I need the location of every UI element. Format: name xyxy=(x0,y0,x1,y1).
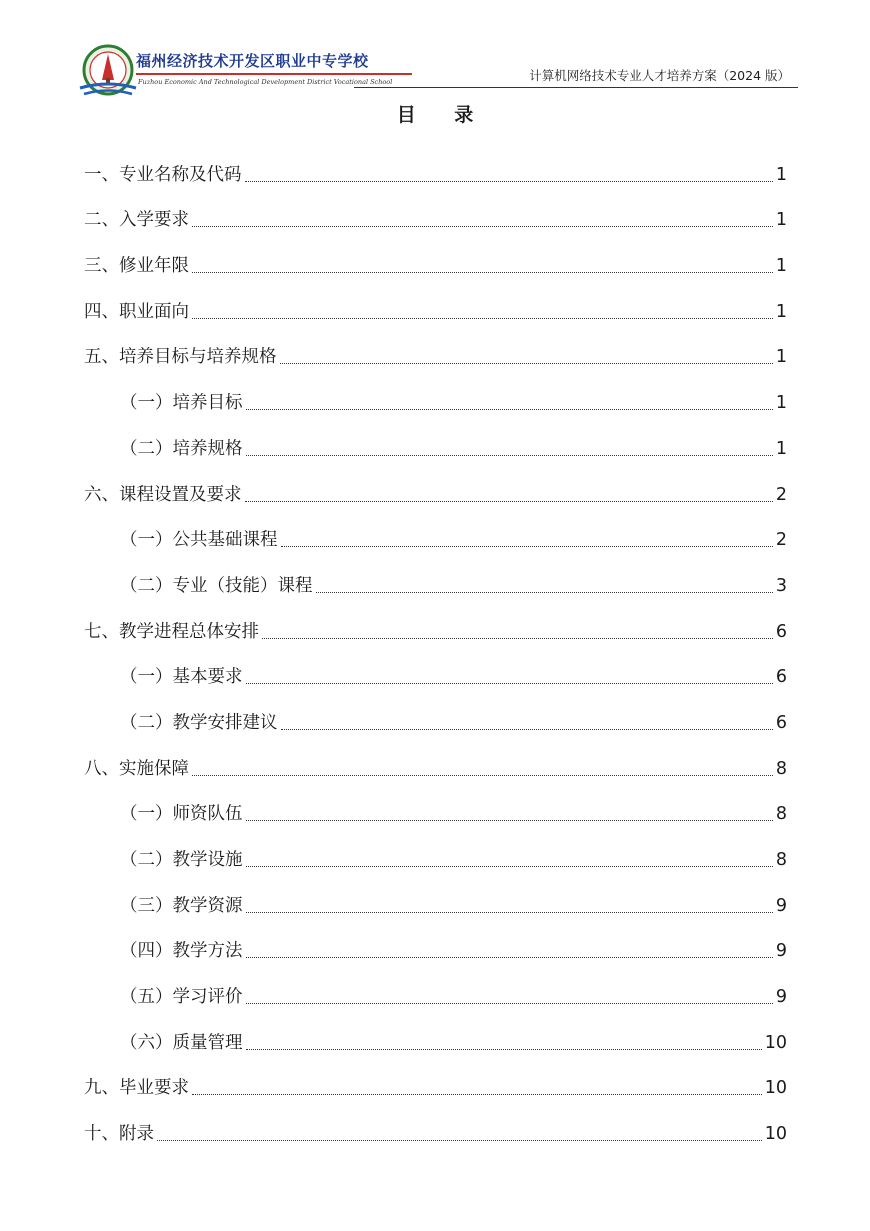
toc-entry[interactable] xyxy=(84,462,787,508)
toc-entry-page: 9 xyxy=(775,895,787,916)
toc-dot-leader xyxy=(246,1048,762,1050)
toc-entry[interactable] xyxy=(84,188,787,234)
toc-entry[interactable] xyxy=(84,690,787,736)
toc-entry-page: 8 xyxy=(775,850,787,870)
toc-dot-leader xyxy=(246,865,773,867)
toc-dot-leader xyxy=(262,637,773,639)
toc-entry-page: 10 xyxy=(764,1032,787,1053)
toc-entry-page: 8 xyxy=(775,804,787,825)
toc-entry[interactable] xyxy=(84,599,787,645)
toc-dot-leader xyxy=(157,1139,762,1141)
toc-entry[interactable] xyxy=(84,1056,787,1102)
toc-entry-label: 四、职业面向 xyxy=(84,301,189,322)
toc-dot-leader xyxy=(192,271,773,273)
toc-entry-label: 七、教学进程总体安排 xyxy=(84,621,259,642)
toc-entry-label: （四）教学方法 xyxy=(120,941,243,962)
toc-entry[interactable] xyxy=(84,416,787,462)
toc-dot-leader xyxy=(281,728,773,730)
school-name-divider xyxy=(136,73,412,75)
toc-entry-page: 1 xyxy=(775,301,787,322)
toc-dot-leader xyxy=(246,408,773,410)
toc-entry-label: 八、实施保障 xyxy=(84,758,189,779)
toc-entry-page: 10 xyxy=(764,1124,787,1145)
toc-entry[interactable] xyxy=(84,964,787,1010)
toc-entry-label: （一）培养目标 xyxy=(120,393,243,414)
toc-entry[interactable] xyxy=(84,325,787,371)
toc-entry-label: （二）教学安排建议 xyxy=(120,712,278,733)
toc-entry-page: 1 xyxy=(775,210,787,231)
toc-dot-leader xyxy=(246,819,773,821)
toc-entry-label: （二）培养规格 xyxy=(120,438,243,459)
toc-entry-label: （五）学习评价 xyxy=(120,987,243,1008)
toc-entry[interactable] xyxy=(84,782,787,828)
toc-dot-leader xyxy=(245,180,773,182)
table-of-contents xyxy=(84,142,787,1147)
toc-dot-leader xyxy=(316,591,773,593)
toc-dot-leader xyxy=(192,317,773,319)
toc-entry[interactable] xyxy=(84,142,787,188)
toc-dot-leader xyxy=(192,774,773,776)
toc-entry-page: 1 xyxy=(775,256,787,277)
toc-dot-leader xyxy=(280,362,773,364)
toc-title: 目 录 xyxy=(396,104,490,126)
toc-entry-page: 9 xyxy=(775,987,787,1008)
toc-entry-page: 6 xyxy=(775,712,787,733)
toc-entry[interactable] xyxy=(84,508,787,554)
toc-entry-page: 1 xyxy=(775,347,787,368)
toc-entry-page: 9 xyxy=(775,941,787,962)
toc-entry-label: （六）质量管理 xyxy=(120,1032,243,1053)
toc-entry-label: 五、培养目标与培养规格 xyxy=(84,347,277,368)
school-name-en: Fuzhou Economic And Technological Development District Vocational School xyxy=(138,78,393,86)
document-title: 计算机网络技术专业人才培养方案（2024 版） xyxy=(529,68,790,83)
toc-entry-label: （三）教学资源 xyxy=(120,895,243,916)
header-divider xyxy=(354,87,798,88)
toc-entry-page: 3 xyxy=(775,575,787,596)
toc-entry-label: （一）基本要求 xyxy=(120,667,243,688)
toc-entry-label: （二）教学设施 xyxy=(120,850,243,870)
toc-entry-page: 10 xyxy=(764,1078,787,1099)
toc-entry-page: 6 xyxy=(775,621,787,642)
page-header xyxy=(74,40,798,100)
toc-entry-label: （一）师资队伍 xyxy=(120,804,243,825)
toc-entry[interactable] xyxy=(84,827,787,873)
toc-entry-page: 2 xyxy=(775,484,787,505)
toc-entry-page: 1 xyxy=(775,164,787,185)
toc-entry-page: 6 xyxy=(775,667,787,688)
toc-entry[interactable] xyxy=(84,233,787,279)
toc-entry-label: 十、附录 xyxy=(84,1124,154,1145)
toc-entry-label: 二、入学要求 xyxy=(84,210,189,231)
toc-entry[interactable] xyxy=(84,370,787,416)
toc-entry-label: 三、修业年限 xyxy=(84,256,189,277)
toc-dot-leader xyxy=(246,1002,773,1004)
toc-dot-leader xyxy=(246,911,773,913)
school-name-cn: 福州经济技术开发区职业中专学校 xyxy=(136,52,369,70)
toc-entry-label: 六、课程设置及要求 xyxy=(84,484,242,505)
school-emblem-icon xyxy=(76,44,140,100)
toc-entry[interactable] xyxy=(84,279,787,325)
toc-entry[interactable] xyxy=(84,873,787,919)
toc-dot-leader xyxy=(246,454,773,456)
toc-entry[interactable] xyxy=(84,1101,787,1147)
toc-entry[interactable] xyxy=(84,736,787,782)
toc-dot-leader xyxy=(246,682,773,684)
toc-entry-page: 8 xyxy=(775,758,787,779)
toc-entry-label: （一）公共基础课程 xyxy=(120,530,278,551)
toc-dot-leader xyxy=(245,500,773,502)
toc-dot-leader xyxy=(192,225,773,227)
toc-entry-label: 一、专业名称及代码 xyxy=(84,164,242,185)
toc-dot-leader xyxy=(246,956,773,958)
toc-entry-label: 九、毕业要求 xyxy=(84,1078,189,1099)
toc-entry[interactable] xyxy=(84,553,787,599)
toc-dot-leader xyxy=(192,1093,762,1095)
toc-entry[interactable] xyxy=(84,645,787,691)
toc-dot-leader xyxy=(281,545,773,547)
toc-entry[interactable] xyxy=(84,1010,787,1056)
toc-entry-page: 1 xyxy=(775,438,787,459)
toc-entry[interactable] xyxy=(84,919,787,965)
toc-entry-page: 1 xyxy=(775,393,787,414)
toc-entry-page: 2 xyxy=(775,530,787,551)
toc-entry-label: （二）专业（技能）课程 xyxy=(120,575,313,596)
